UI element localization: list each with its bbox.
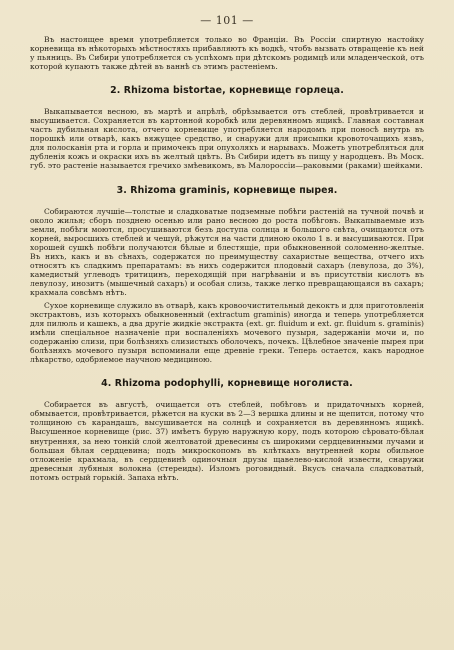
section-latin-title: Rhizoma graminis,: [130, 184, 230, 196]
section-paragraph: Собирается въ августѣ, очищается отъ стеблей, побѣговъ и придаточныхъ корней, обмывается, провѣтривается, рѣжется на куски въ 2—3 вершка длины и не щепится, потому что толщиною съ карандашъ, высушивается на солнцѣ и сохраняется въ деревянномъ ящикѣ. Высушенное корневище (рис. 37) имѣетъ бурую наружную кору, подъ которою сѣровато-бѣлая внутренняя, за нею тонкій слой желтоватой древесины съ широкими сердцевинными лучами и большая бѣлая сердцевина; подъ микроскопомъ въ клѣткахъ внутренней коры обильное отложеніе крахмала, въ сердцевинѣ одиночныя друзы щавелево-кислой извести, снаружи древесныя лубяныя волокна (стереиды). Изломъ роговидный. Вкусъ сначала сладковатый, потомъ острый горькій. Запаха нѣтъ.: [30, 400, 424, 482]
section-number: 2.: [110, 85, 121, 97]
section-heading-bistortae: [30, 85, 424, 96]
section-number: 3.: [116, 184, 127, 196]
section-latin-title: Rhizoma podophylli,: [114, 378, 225, 390]
section-paragraph: Сухое корневище служило въ отварѣ, какъ кровоочистительный декоктъ и для приготовленія экстрактовъ, изъ которыхъ обыкновенный (extractum graminis) иногда и теперь употребляется для пилюль и кашекъ, а два другіе жидкіе экстракта (ext. gr. fluidum и ext. gr. fluidum s. graminis) имѣли спеціальное назначеніе при воспаленіяхъ мочевого пузыря, задержаніи мочи и, по содержанію слизи, при болѣзняхъ слизистыхъ оболочекъ, почекъ. Цѣлебное значеніе пырея при болѣзняхъ мочевого пузыря вспоминали еще древніе греки. Теперь остается, какъ народное лѣкарство, одобряемое научною медициною.: [30, 300, 424, 365]
section-paragraph: Собираются лучшіе—толстые и сладковатые подземные побѣги растеній на тучной почвѣ и около жилья; сборъ позднею осенью или рано весною до роста побѣговъ. Выкапываемые изъ земли, побѣги моются, просушиваются безъ доступа солнца и большого свѣта, очищаются отъ корней, выросшихъ стеблей и чешуй, рѣжутся на части длиною около 1 в. и высушиваются. При хорошей сушкѣ побѣги получаются бѣлые и блестящіе, при обыкновенной соломенно-желтые. Въ нихъ, какъ и въ сѣнахъ, содержатся по преимуществу сахаристые вещества, отчего ихъ относятъ къ сладкимъ препаратамъ: въ нихъ содержится плодовый сахаръ (левулоза, до 3%), камедистый углеводъ тритицинъ, переходящій при нагрѣваніи и въ присутствіи кислотъ въ левулозу, инозитъ (мышечный сахаръ) и особая слизь, также легко превращающаяся въ сахаръ; крахмала совсѣмъ нѣтъ.: [30, 206, 424, 297]
section-heading-graminis: [30, 185, 424, 196]
section-paragraph: Выкапывается весною, въ мартѣ и апрѣлѣ, обрѣзывается отъ стеблей, провѣтривается и высушивается. Сохраняется въ картонной коробкѣ или деревянномъ ящикѣ. Главная составная часть дубильная кислота, отчего корневище употребляется народомъ при поносѣ внутрь въ порошкѣ или отварѣ, какъ вяжущее средство, и снаружи для присыпки кровоточащихъ язвъ, для полосканія рта и горла и примочекъ при опухоляхъ и нарывахъ. Можетъ употребляться для дубленія кожъ и окраски ихъ въ желтый цвѣтъ. Въ Сибири идетъ въ пищу у народцевъ. Въ Моск. губ. это растеніе называется гречихо змѣевикомъ, въ Малороссіи—раковыми (раками) шейками.: [30, 107, 424, 171]
intro-paragraph: Въ настоящее время употребляется только во Франціи. Въ Россіи спиртную настойку корневища въ нѣкоторыхъ мѣстностяхъ прибавляютъ къ водкѣ, чтобъ вызвать отвращеніе къ ней у пьяницъ. Въ Сибири употребляется съ успѣхомъ при дѣтскомъ родимцѣ или младенческой, отъ которой купаютъ также дѣтей въ ваннѣ съ этимъ растеніемъ.: [30, 35, 424, 72]
section-russian-title: корневище пырея.: [233, 184, 338, 196]
section-latin-title: Rhizoma bistortae,: [123, 85, 226, 97]
page-number: — 101 —: [200, 14, 254, 27]
section-russian-title: корневище ноголиста.: [227, 378, 353, 390]
section-number: 4.: [101, 378, 112, 390]
section-heading-podophylli: [30, 378, 424, 389]
section-russian-title: корневище горлеца.: [229, 85, 344, 97]
